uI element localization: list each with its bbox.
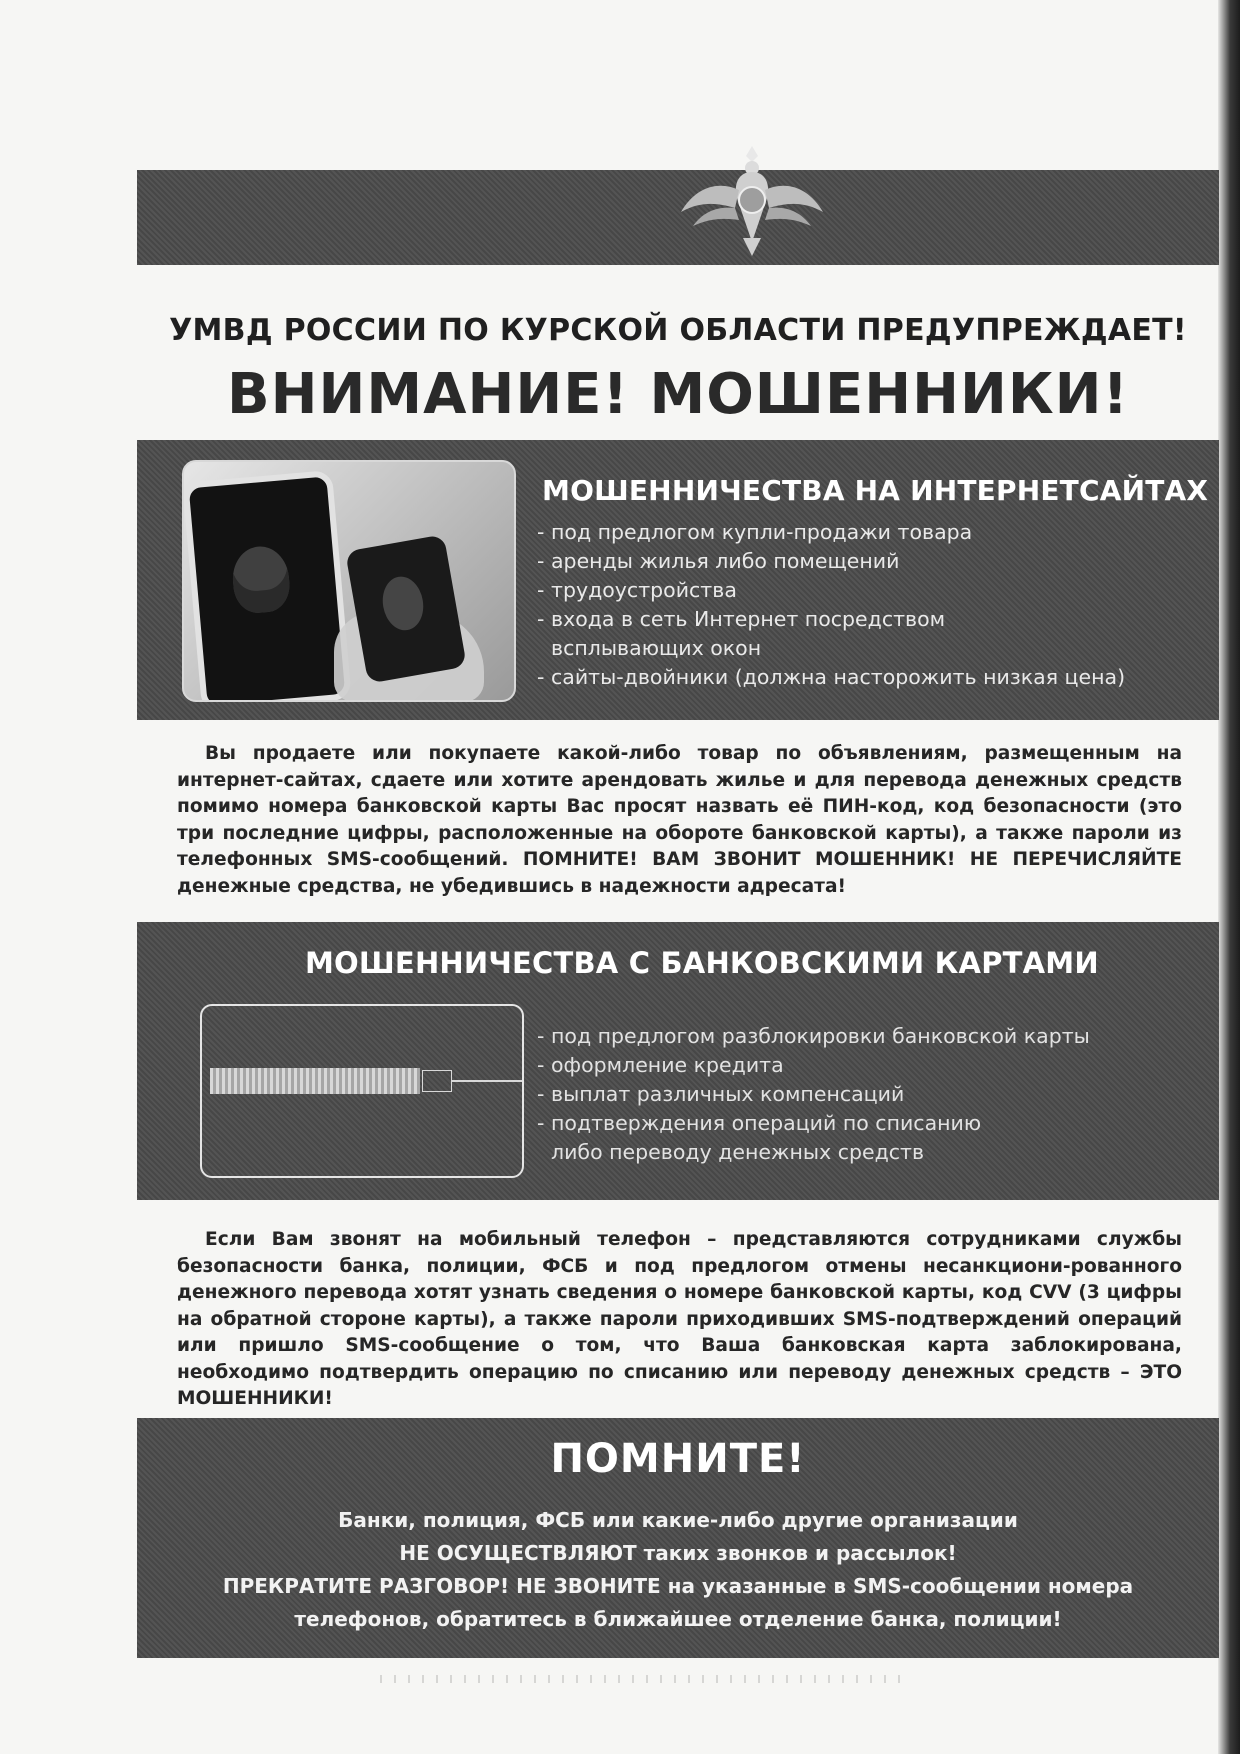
remember-line: НЕ ОСУЩЕСТВЛЯЮТ таких звонков и рассылок! — [399, 1541, 957, 1565]
list-item: - сайты-двойники (должна насторожить низкая цена) — [537, 665, 1126, 689]
cvv-box — [422, 1070, 452, 1092]
bank-card-back-icon — [200, 1004, 524, 1178]
list-item: - выплат различных компенсаций — [537, 1082, 905, 1106]
phones-with-masked-fraudster-photo-icon — [182, 460, 516, 702]
remember-line: Банки, полиция, ФСБ или какие-либо другие организации — [338, 1508, 1018, 1532]
card-fraud-list — [537, 1022, 1090, 1167]
remember-line: телефонов, обратитесь в ближайшее отделение банка, полиции! — [294, 1607, 1062, 1631]
scan-edge-shadow — [1218, 0, 1240, 1754]
signature-stripe — [210, 1068, 420, 1094]
remember-text — [137, 1504, 1219, 1636]
list-item: - трудоустройства — [537, 578, 737, 602]
list-item-continuation: всплывающих окон — [551, 636, 762, 660]
list-item-continuation: либо переводу денежных средств — [551, 1140, 925, 1164]
org-warning-heading: УМВД РОССИИ ПО КУРСКОЙ ОБЛАСТИ ПРЕДУПРЕЖДАЕТ! — [169, 313, 1187, 348]
header-banner — [137, 170, 1219, 265]
list-item: - аренды жилья либо помещений — [537, 549, 900, 573]
internet-fraud-paragraph: Вы продаете или покупаете какой-либо товар по объявлениям, размещенным на интернет-сайтах, сдаете или хотите арендовать жилье и для перевода денежных средств помимо номера банковской карты Вас просят назвать её ПИН-код, код безопасности (это три последние цифры, расположенные на обороте банковской карты), а также пароли из телефонных SMS-сообщений. ПОМНИТЕ! ВАМ ЗВОНИТ МОШЕННИК! НЕ ПЕРЕЧИСЛЯЙТЕ денежные средства, не убедившись в надежности адресата! — [177, 743, 1182, 897]
double-headed-eagle-emblem-icon — [677, 142, 827, 262]
list-item: - под предлогом купли-продажи товара — [537, 520, 973, 544]
remember-title: ПОМНИТЕ! — [550, 1436, 806, 1482]
remember-section — [137, 1418, 1219, 1658]
internet-fraud-section — [137, 440, 1219, 720]
phone-icon — [182, 470, 351, 702]
main-warning-heading: ВНИМАНИЕ! МОШЕННИКИ! — [226, 362, 1130, 427]
card-fraud-section — [137, 922, 1219, 1200]
remember-line: ПРЕКРАТИТЕ РАЗГОВОР! НЕ ЗВОНИТЕ на указанные в SMS-сообщении номера — [222, 1574, 1134, 1598]
list-item: - под предлогом разблокировки банковской карты — [537, 1024, 1090, 1048]
list-item: - входа в сеть Интернет посредством — [537, 607, 946, 631]
cvv-pointer-line — [452, 1080, 522, 1082]
card-fraud-title: МОШЕННИЧЕСТВА С БАНКОВСКИМИ КАРТАМИ — [305, 946, 1099, 980]
internet-fraud-list — [537, 518, 1125, 692]
internet-fraud-title: МОШЕННИЧЕСТВА НА ИНТЕРНЕТСАЙТАХ — [542, 474, 1209, 507]
card-fraud-paragraph: Если Вам звонят на мобильный телефон – представляются сотрудниками службы безопасности банка, полиции, ФСБ и под предлогом отмены несанкциони-рованного денежного перевода хотят узнать сведения о номере банковской карты, код CVV (3 цифры на обратной стороне карты), а также пароли приходивших SMS-подтверждений операций или пришло SMS-сообщение о том, что Ваша банковская карта заблокирована, необходимо подтвердить операцию по списанию или переводу денежных средств – ЭТО МОШЕННИКИ! — [177, 1229, 1182, 1409]
list-item: - оформление кредита — [537, 1053, 784, 1077]
scan-noise — [380, 1675, 900, 1683]
list-item: - подтверждения операций по списанию — [537, 1111, 982, 1135]
